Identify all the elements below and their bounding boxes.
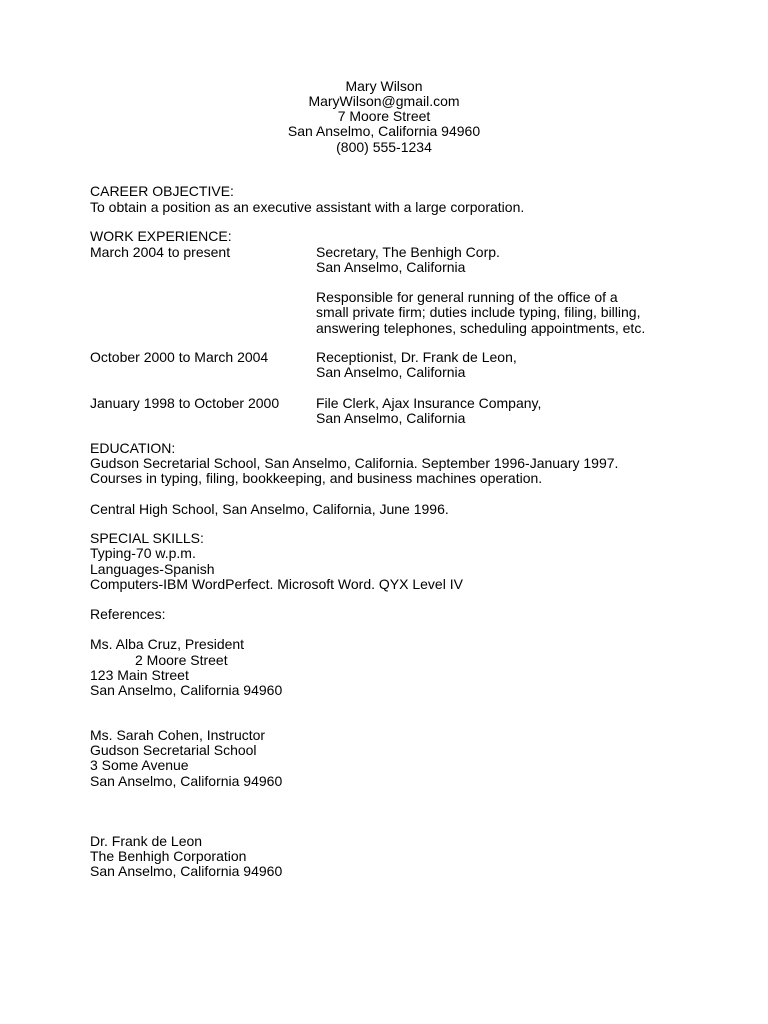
skill-line: Typing-70 w.p.m. xyxy=(90,545,196,561)
job-dates: March 2004 to present xyxy=(90,244,231,260)
reference-line: 123 Main Street xyxy=(90,667,189,683)
reference-line: Ms. Sarah Cohen, Instructor xyxy=(90,727,266,743)
education-line: Gudson Secretarial School, San Anselmo, California. September 1996-January 1997. xyxy=(90,455,619,471)
applicant-city: San Anselmo, California 94960 xyxy=(287,123,481,139)
job-title: Secretary, The Benhigh Corp. xyxy=(316,244,500,260)
skill-line: Languages-Spanish xyxy=(90,561,215,577)
reference-line: 3 Some Avenue xyxy=(90,757,189,773)
applicant-name: Mary Wilson xyxy=(345,78,423,94)
job-title: File Clerk, Ajax Insurance Company, xyxy=(316,395,542,411)
work-heading: WORK EXPERIENCE: xyxy=(90,228,232,244)
applicant-phone: (800) 555-1234 xyxy=(336,139,432,155)
education-line: Central High School, San Anselmo, California, June 1996. xyxy=(90,501,449,517)
reference-line: 2 Moore Street xyxy=(135,652,228,668)
job-description-line: Responsible for general running of the office of a xyxy=(316,289,618,305)
reference-line: San Anselmo, California 94960 xyxy=(90,863,283,879)
job-title: Receptionist, Dr. Frank de Leon, xyxy=(316,349,517,365)
reference-line: Ms. Alba Cruz, President xyxy=(90,636,245,652)
skill-line: Computers-IBM WordPerfect. Microsoft Word. QYX Level IV xyxy=(90,576,463,592)
education-heading: EDUCATION: xyxy=(90,440,176,456)
job-location: San Anselmo, California xyxy=(316,410,466,426)
reference-line: Gudson Secretarial School xyxy=(90,742,257,758)
education-line: Courses in typing, filing, bookkeeping, and business machines operation. xyxy=(90,470,543,486)
job-location: San Anselmo, California xyxy=(316,364,466,380)
reference-line: San Anselmo, California 94960 xyxy=(90,773,283,789)
job-location: San Anselmo, California xyxy=(316,259,466,275)
skills-heading: SPECIAL SKILLS: xyxy=(90,530,204,546)
reference-line: Dr. Frank de Leon xyxy=(90,833,203,849)
applicant-street: 7 Moore Street xyxy=(337,108,431,124)
objective-text: To obtain a position as an executive assistant with a large corporation. xyxy=(90,199,525,215)
applicant-email: MaryWilson@gmail.com xyxy=(308,93,460,109)
objective-heading: CAREER OBJECTIVE: xyxy=(90,183,234,199)
reference-line: San Anselmo, California 94960 xyxy=(90,682,283,698)
references-heading: References: xyxy=(90,606,166,622)
job-dates: January 1998 to October 2000 xyxy=(90,395,280,411)
job-dates: October 2000 to March 2004 xyxy=(90,349,269,365)
job-description-line: answering telephones, scheduling appointments, etc. xyxy=(316,320,646,336)
job-description-line: small private firm; duties include typing, filing, billing, xyxy=(316,304,641,320)
reference-line: The Benhigh Corporation xyxy=(90,848,247,864)
